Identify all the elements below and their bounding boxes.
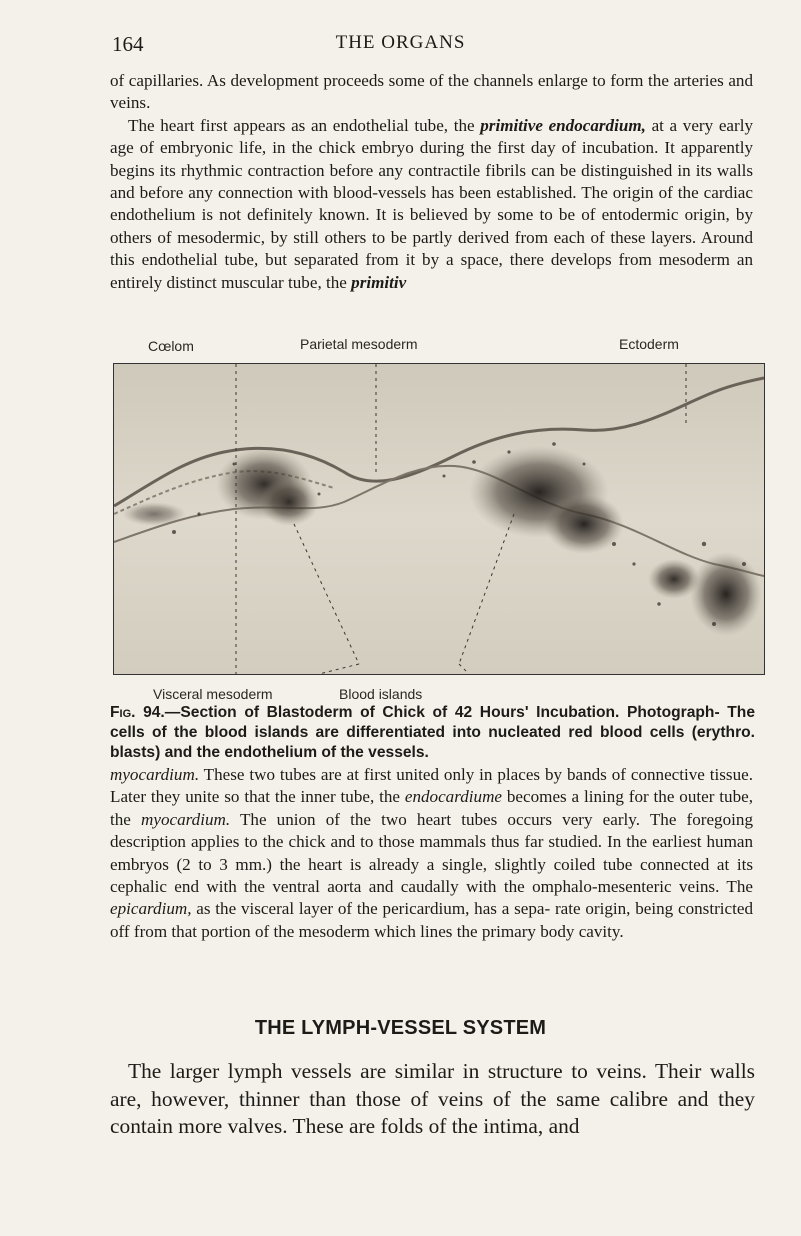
blood-island xyxy=(544,494,624,554)
text-run: as the visceral layer of the pericardium, has a sepa- rate origin, being constricted off from that portion of the mesoderm which lines the primary body cavity. xyxy=(110,899,753,941)
term-primitive-endocardium: primitive endocardium, xyxy=(480,115,646,135)
label-visceral-mesoderm: Visceral mesoderm xyxy=(153,686,273,702)
figure-number: Fig. 94. xyxy=(110,704,165,721)
term-primitiv: primitiv xyxy=(351,272,407,292)
paragraph: The larger lymph vessels are similar in structure to veins. Their walls are, however, thinner than those of veins of the same calibre and they contain more valves. These are folds of the intima, and xyxy=(110,1059,755,1138)
figure-caption xyxy=(110,703,755,763)
body-text-bottom xyxy=(110,1058,755,1141)
blood-island xyxy=(648,559,700,599)
text-run: The heart first appears as an endothelial tube, the xyxy=(128,115,481,135)
label-parietal-mesoderm: Parietal mesoderm xyxy=(300,336,418,352)
cell-cluster xyxy=(122,502,186,526)
term-myocardium: myocardium. xyxy=(110,765,200,784)
label-coelom: Cœlom xyxy=(148,338,194,354)
text-run: becomes a lining for the outer tube, the xyxy=(110,787,753,829)
body-text-top xyxy=(110,70,753,294)
figure-background xyxy=(114,364,764,674)
text-run: at a very early age of embryonic life, in the chick embryo during the first day of incubation. It apparently begins its rhythmic contraction before any contractile fibrils can be distinguished in its walls and before any connection with blood-vessels has been established. The origin of the cardiac endothelium is not definitely known. It is believed by some to be of entodermic origin, by others of mesodermic, by still others to be partly derived from each of these layers. Around this endothelial tube, but separated from it by a space, there develops from mesoderm an entirely distinct muscular tube, the xyxy=(110,115,753,292)
figure-top-labels xyxy=(0,336,801,356)
label-blood-islands: Blood islands xyxy=(339,686,423,702)
running-title: THE ORGANS xyxy=(335,32,466,53)
paragraph xyxy=(110,115,753,294)
body-text-middle xyxy=(110,764,753,943)
term-endocardium: endocardiume xyxy=(404,787,503,807)
text-run: of capillaries. As development proceeds some of the channels enlarge to form the arteries and veins. xyxy=(110,71,753,113)
blood-island xyxy=(690,552,762,636)
section-heading: THE LYMPH-VESSEL SYSTEM xyxy=(254,1017,547,1039)
blood-island xyxy=(259,478,319,526)
page-header xyxy=(0,32,801,56)
text-run: These two tubes are at first united only in places by bands of connective tissue. Later they unite so that the inner tube, the xyxy=(110,765,753,807)
paragraph xyxy=(110,764,753,943)
page-number: 164 xyxy=(112,32,144,56)
blastoderm-photograph xyxy=(113,363,765,675)
paragraph xyxy=(110,70,753,115)
caption-text: —Section of Blastoderm of Chick of 42 Hours' Incubation. Photograph- The cells of the blood islands are differentiated into nucleated red blood cells (erythro. blasts) and the endothelium of the vessels. xyxy=(110,704,755,761)
blastoderm-section-image xyxy=(114,364,764,674)
figure-bottom-labels xyxy=(0,686,801,704)
term-epicardium: epicardium, xyxy=(110,899,192,919)
text-run: The union of the two heart tubes occurs very early. The foregoing description applies to the chick and to those mammals thus far studied. In the earliest human embryos (2 to 3 mm.) the heart is already a single, slightly coiled tube connected at its cephalic end with the ventral aorta and caudally with the omphalo-mesenteric veins. The xyxy=(110,809,753,897)
label-ectoderm: Ectoderm xyxy=(619,336,679,352)
term-myocardium: myocardium. xyxy=(141,809,231,829)
